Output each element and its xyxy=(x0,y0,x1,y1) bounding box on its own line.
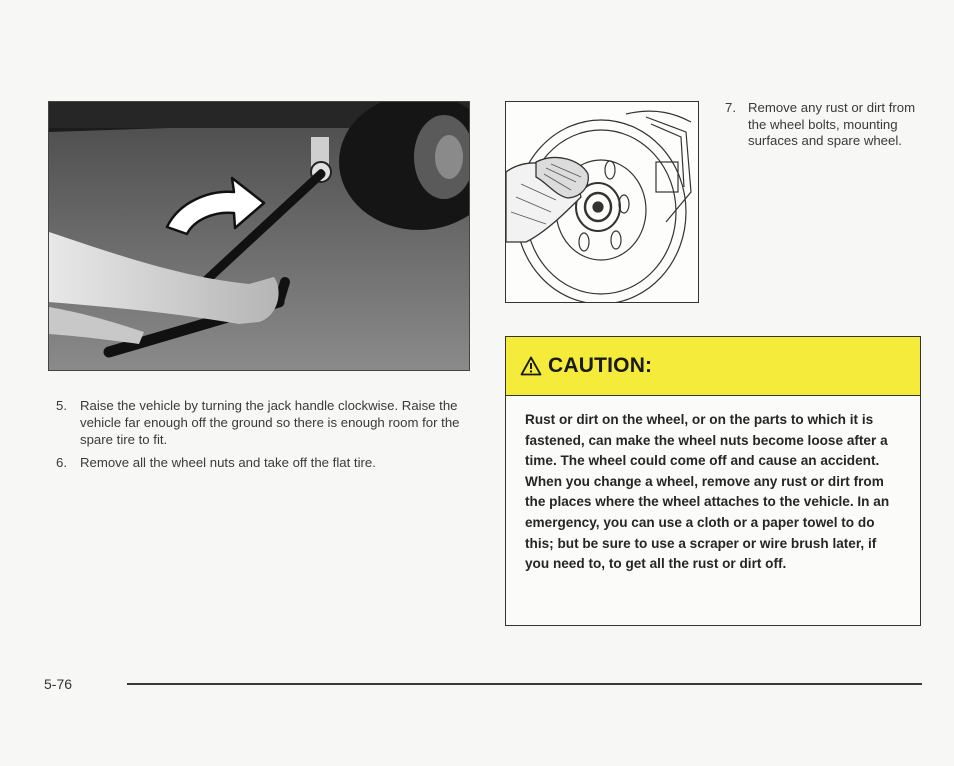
caution-header xyxy=(506,337,920,396)
step-text: Remove any rust or dirt from the wheel bolts, mounting surfaces and spare wheel. xyxy=(748,100,916,148)
wheel-hub-illustration xyxy=(505,101,699,303)
jack-photo-illustration xyxy=(49,102,469,370)
caution-text: Rust or dirt on the wheel, or on the parts to which it is fastened, can make the wheel nuts become loose after a time. The wheel could come off and cause an accident. When you change a wheel, remove any rust or dirt from the places where the wheel attaches to the vehicle. In an emergency, you can use a cloth or a paper towel to do this; but be sure to use a scraper or wire brush later, if you need to, to get all the rust or dirt off. xyxy=(525,412,890,572)
page-number: 5-76 xyxy=(44,676,73,692)
steps-list xyxy=(56,397,476,477)
hub-cleaning-drawing xyxy=(506,102,699,303)
jack-photo xyxy=(48,101,470,371)
step-text: Remove all the wheel nuts and take off the flat tire. xyxy=(80,455,376,470)
step-6 xyxy=(56,454,476,471)
footer-rule xyxy=(127,683,922,685)
step-number: 6. xyxy=(56,455,67,470)
step-number: 7. xyxy=(725,100,736,115)
caution-box xyxy=(505,336,921,626)
warning-triangle-icon xyxy=(520,356,542,376)
caution-title: CAUTION: xyxy=(548,354,653,377)
step-text: Raise the vehicle by turning the jack handle clockwise. Raise the vehicle far enough off the ground so there is enough room for the spare tire to fit. xyxy=(80,398,460,447)
step-5 xyxy=(56,397,476,448)
step-7 xyxy=(725,100,930,150)
step-number: 5. xyxy=(56,398,67,413)
